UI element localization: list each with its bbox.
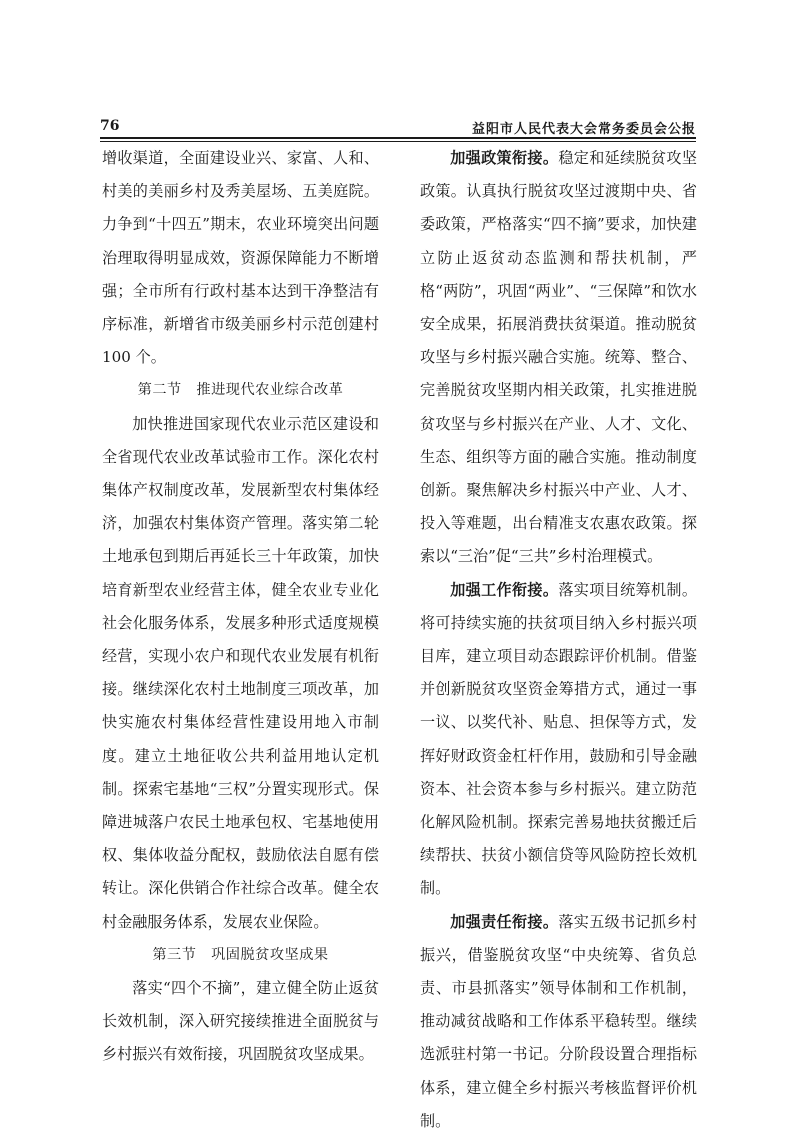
- paragraph-work: [420, 574, 697, 906]
- text-policy: 稳定和延续脱贫攻坚政策。认真执行脱贫攻坚过渡期中央、省委政策，严格落实“四不摘”要求，加快建立防止返贫动态监测和帮扶机制，严格“两防”，巩固“两业”、“三保障”和饮水安全成果，拓展消费扶贫渠道。推动脱贫攻坚与乡村振兴融合实施。统筹、整合、完善脱贫攻坚期内相关政策，扎实推进脱贫攻坚与乡村振兴在产业、人才、文化、生态、组织等方面的融合实施。推动制度创新。聚焦解决乡村振兴中产业、人才、投入等难题，出台精准支农惠农政策。探索以“三治”促“三共”乡村治理模式。: [420, 149, 697, 566]
- lead-policy: 加强政策衔接。: [450, 149, 559, 167]
- lead-work: 加强工作衔接。: [450, 580, 559, 599]
- left-column: [102, 142, 379, 1072]
- text-work: 落实项目统筹机制。将可持续实施的扶贫项目纳入乡村振兴项目库，建立项目动态跟踪评价机制。借鉴并创新脱贫攻坚资金筹措方式，通过一事一议、以奖代补、贴息、担保等方式，发挥好财政资金杠杆作用，鼓励和引导金融资本、社会资本参与乡村振兴。建立防范化解风险机制。探索完善易地扶贫搬迁后续帮扶、扶贫小额信贷等风险防控长效机制。: [420, 580, 697, 898]
- right-column: [420, 142, 697, 1138]
- paragraph-agri-reform: 加快推进国家现代农业示范区建设和全省现代农业改革试验市工作。深化农村集体产权制度改革，发展新型农村集体经济，加强农村集体资产管理。落实第二轮土地承包到期后再延长三十年政策，加快培育新型农业经营主体，健全农业专业化社会化服务体系，发展多种形式适度规模经营，实现小农户和现代农业发展有机衔接。继续深化农村土地制度三项改革，加快实施农村集体经营性建设用地入市制度。建立土地征收公共利益用地认定机制。探索宅基地“三权”分置实现形式。保障进城落户农民土地承包权、宅基地使用权、集体收益分配权，鼓励依法自愿有偿转让。深化供销合作社综合改革。健全农村金融服务体系，发展农业保险。: [102, 414, 379, 931]
- page-number: 76: [100, 118, 120, 134]
- paragraph-responsibility: [420, 906, 697, 1138]
- page-header: [100, 118, 696, 138]
- header-rule: [100, 137, 696, 139]
- text-responsibility: 落实五级书记抓乡村振兴，借鉴脱贫攻坚“中央统筹、省负总责、市县抓落实”领导体制和工作机制，推动减贫战略和工作体系平稳转型。继续选派驻村第一书记。分阶段设置合理指标体系，建立健全乡村振兴考核监督评价机制。: [420, 912, 697, 1130]
- paragraph-poverty-results: 落实“四个不摘”，建立健全防止返贫长效机制，深入研究接续推进全面脱贫与乡村振兴有效衔接，巩固脱贫攻坚成果。: [102, 979, 379, 1064]
- section-heading-2: 第二节 推进现代农业综合改革: [137, 382, 344, 399]
- section-heading-3: 第三节 巩固脱贫攻坚成果: [152, 946, 329, 963]
- lead-responsibility: 加强责任衔接。: [450, 912, 559, 931]
- journal-title: 益阳市人民代表大会常务委员会公报: [471, 122, 696, 137]
- paragraph-continued: 增收渠道，全面建设业兴、家富、人和、村美的美丽乡村及秀美屋场、五美庭院。力争到“十四五”期末，农业环境突出问题治理取得明显成效，资源保障能力不断增强；全市所有行政村基本达到干净整洁有序标准，新增省市级美丽乡村示范创建村 100 个。: [102, 149, 379, 367]
- paragraph-policy: [420, 142, 697, 574]
